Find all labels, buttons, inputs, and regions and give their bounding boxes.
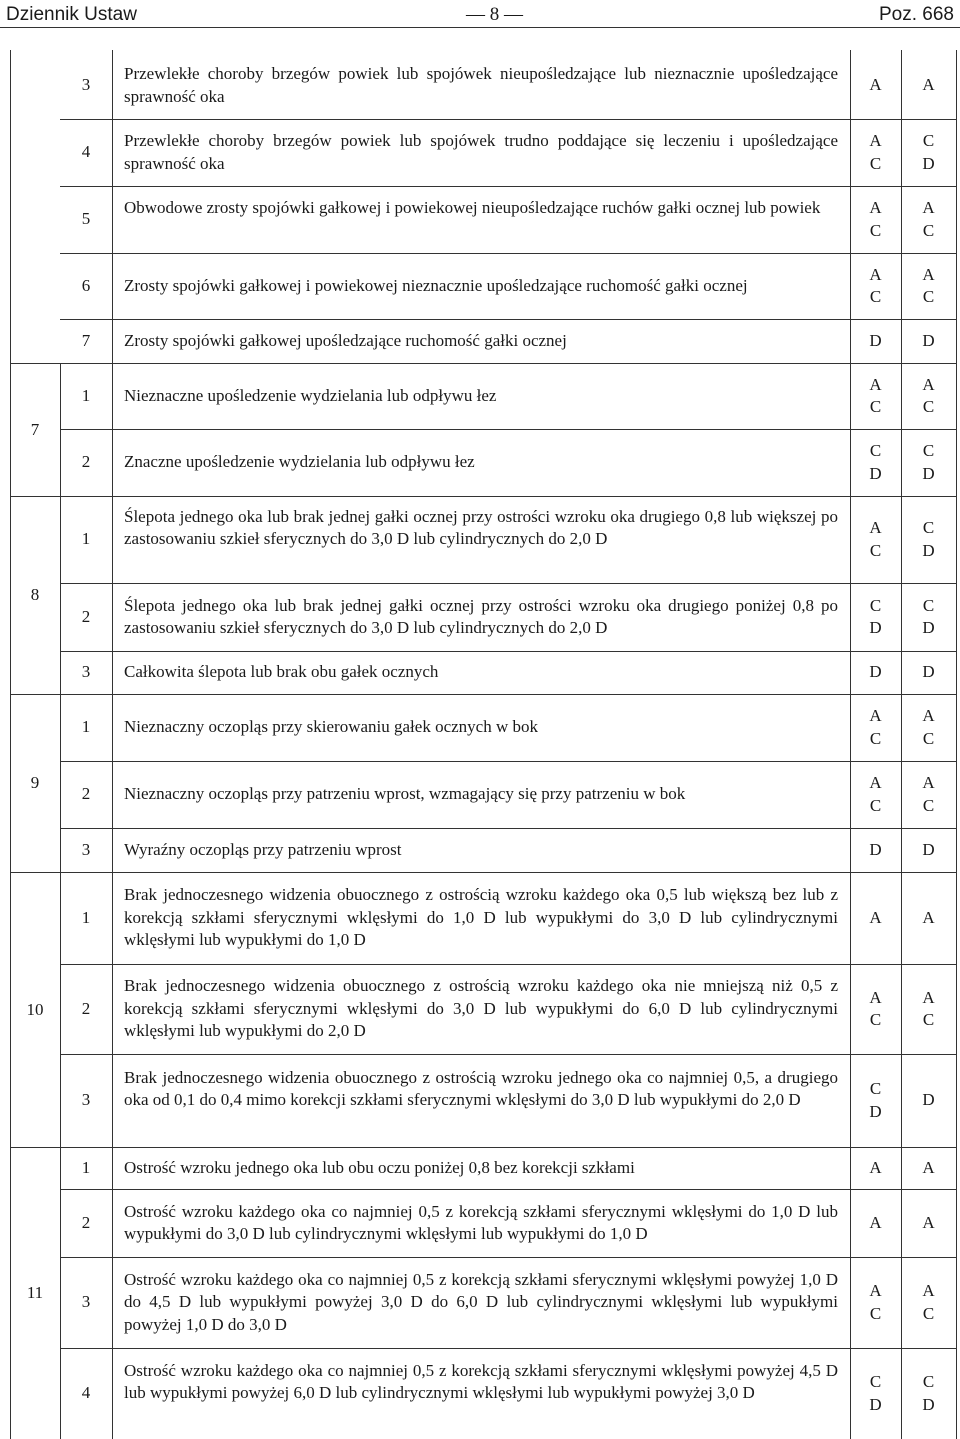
- row-number: 1: [81, 907, 91, 927]
- row-divider: [60, 1054, 956, 1055]
- row-number: 1: [81, 385, 91, 405]
- row-description: Przewlekłe choroby brzegów powiek lub spojówek trudno poddające się leczeniu i upośledzające sprawność oka: [124, 131, 838, 173]
- row-description: Znaczne upośledzenie wydzielania lub odpływu łez: [124, 452, 475, 472]
- category-col1: A C: [869, 773, 882, 815]
- row-divider: [60, 319, 956, 320]
- row-number: 5: [81, 209, 91, 229]
- row-number: 2: [81, 452, 91, 472]
- category-col1: A C: [869, 198, 882, 240]
- row-divider: [60, 583, 956, 584]
- category-col2: C D: [922, 518, 935, 560]
- group-divider: [10, 1147, 956, 1148]
- category-col1: A C: [869, 987, 882, 1029]
- category-col2: A C: [922, 706, 935, 748]
- category-col2: A: [922, 907, 935, 927]
- row-number: 4: [81, 142, 91, 162]
- row-description: Obwodowe zrosty spojówki gałkowej i powiekowej nieupośledzające ruchów gałki ocznej lub powiek: [124, 198, 821, 217]
- category-col2: A C: [922, 264, 935, 306]
- category-column-border: [901, 50, 902, 1439]
- row-description: Brak jednoczesnego widzenia obuocznego z ostrością wzroku każdego oka nie mniejszą niż 0,5 z korekcją szkłami sferycznymi wklęsłymi do 3,0 D lub wypukłymi do 6,0 D lub cylindrycznymi wklęsłymi lub wypukłymi do 2,0 D: [124, 976, 838, 1041]
- row-description: Całkowita ślepota lub brak obu gałek ocznych: [124, 662, 439, 682]
- group-divider: [10, 872, 956, 873]
- row-number: 7: [81, 330, 91, 350]
- category-col2: D: [922, 1090, 935, 1110]
- row-description: Ostrość wzroku każdego oka co najmniej 0,5 z korekcją szkłami sferycznymi wklęsłymi powyżej 4,5 D lub wypukłymi powyżej 6,0 D lub cylindrycznymi wklęsłymi lub wypukłymi powyżej 3,0 D: [124, 1360, 838, 1403]
- row-number: 1: [81, 717, 91, 737]
- journal-title: Dziennik Ustaw: [6, 4, 137, 25]
- row-number: 4: [81, 1383, 91, 1403]
- row-description: Ostrość wzroku jednego oka lub obu oczu poniżej 0,8 bez korekcji szkłami: [124, 1157, 635, 1177]
- row-number: 2: [81, 998, 91, 1018]
- category-col2: C D: [922, 1372, 935, 1414]
- group-divider: [10, 363, 956, 364]
- category-col1: D: [869, 662, 882, 682]
- row-divider: [60, 1257, 956, 1258]
- row-number: 3: [81, 1292, 91, 1312]
- row-divider: [60, 1348, 956, 1349]
- category-col2: A C: [922, 1281, 935, 1323]
- row-description: Brak jednoczesnego widzenia obuocznego z ostrością wzroku jednego oka co najmniej 0,5, a drugiego oka od 0,1 do 0,4 mimo korekcji szkłami sferycznymi wklęsłymi do 3,0 D lub wypukłymi do 2,0 D: [124, 1067, 838, 1110]
- category-col1: C D: [869, 1079, 882, 1121]
- category-col2: C D: [922, 131, 935, 173]
- category-col1: A: [869, 75, 882, 95]
- category-col1: D: [869, 839, 882, 859]
- row-description: Wyraźny oczopląs przy patrzeniu wprost: [124, 839, 402, 859]
- row-divider: [60, 429, 956, 430]
- row-divider: [60, 1189, 956, 1190]
- category-col2: A: [922, 1157, 935, 1177]
- category-col2: A: [922, 75, 935, 95]
- category-col2: A C: [922, 198, 935, 240]
- table-right-border: [956, 50, 957, 1439]
- category-col2: D: [922, 330, 935, 350]
- row-description: Nieznaczny oczopląs przy patrzeniu wprost, wzmagający się przy patrzeniu w bok: [124, 784, 686, 804]
- category-col1: A: [869, 1157, 882, 1177]
- category-col1: D: [869, 330, 882, 350]
- row-description: Ostrość wzroku każdego oka co najmniej 0,5 z korekcją szkłami sferycznymi wklęsłymi powyżej 1,0 D do 4,5 D lub wypukłymi powyżej 3,0 D do 6,0 D lub cylindrycznymi wklęsłymi lub wypukłymi powyżej 1,0 D do 3,0 D: [124, 1269, 838, 1334]
- row-description: Ostrość wzroku każdego oka co najmniej 0,5 z korekcją szkłami sferycznymi wklęsłymi do 1,0 D lub wypukłymi do 3,0 D lub cylindrycznymi wklęsłymi lub wypukłymi do 1,0 D: [124, 1201, 838, 1243]
- row-divider: [60, 964, 956, 965]
- row-number: 2: [81, 606, 91, 626]
- group-number: 9: [30, 773, 40, 792]
- row-description: Przewlekłe choroby brzegów powiek lub spojówek nieupośledzające lub nieznacznie upośledzające sprawność oka: [124, 64, 838, 106]
- group-divider: [10, 694, 956, 695]
- row-divider: [60, 119, 956, 120]
- category-col1: C D: [869, 595, 882, 637]
- page-number: — 8 —: [466, 4, 523, 25]
- group-number: 10: [26, 999, 44, 1019]
- category-col1: C D: [869, 1372, 882, 1414]
- row-number: 6: [81, 275, 91, 295]
- row-number: 3: [81, 839, 91, 859]
- category-col2: A: [922, 1212, 935, 1232]
- row-number: 3: [81, 1090, 91, 1110]
- row-divider: [60, 186, 956, 187]
- row-divider: [60, 253, 956, 254]
- group-column-border: [60, 363, 61, 1439]
- category-col1: A C: [869, 1281, 882, 1323]
- group-divider: [10, 496, 956, 497]
- category-col2: A C: [922, 987, 935, 1029]
- row-description: Ślepota jednego oka lub brak jednej gałki ocznej przy ostrości wzroku oka drugiego 0,8 lub większej po zastosowaniu szkieł sferycznych do 3,0 D lub cylindrycznych do 2,0 D: [124, 506, 838, 549]
- number-column-border: [112, 50, 113, 1439]
- position-number: Poz. 668: [879, 4, 954, 25]
- row-description: Ślepota jednego oka lub brak jednej gałki ocznej przy ostrości wzroku oka drugiego poniżej 0,8 po zastosowaniu szkieł sferycznych do 3,0 D lub cylindrycznych do 2,0 D: [124, 595, 838, 637]
- category-col2: D: [922, 839, 935, 859]
- row-description: Zrosty spojówki gałkowej upośledzające ruchomość gałki ocznej: [124, 330, 567, 350]
- category-col1: C D: [869, 441, 882, 483]
- category-col1: A C: [869, 706, 882, 748]
- description-column-border: [850, 50, 851, 1439]
- category-col1: A C: [869, 518, 882, 560]
- category-col1: A C: [869, 264, 882, 306]
- group-number: 8: [30, 585, 40, 604]
- row-number: 3: [81, 662, 91, 682]
- row-number: 1: [81, 1157, 91, 1177]
- category-col2: C D: [922, 441, 935, 483]
- row-description: Zrosty spojówki gałkowej i powiekowej nieznacznie upośledzające ruchomość gałki ocznej: [124, 275, 748, 295]
- group-number: 7: [30, 419, 40, 439]
- category-col1: A: [869, 907, 882, 927]
- category-col2: A C: [922, 374, 935, 416]
- row-description: Nieznaczny oczopląs przy skierowaniu gałek ocznych w bok: [124, 717, 538, 737]
- row-divider: [60, 761, 956, 762]
- row-description: Nieznaczne upośledzenie wydzielania lub odpływu łez: [124, 385, 497, 405]
- category-col1: A C: [869, 131, 882, 173]
- page-header: [0, 0, 960, 30]
- category-col2: D: [922, 662, 935, 682]
- row-divider: [60, 651, 956, 652]
- row-number: 2: [81, 784, 91, 804]
- row-number: 3: [81, 75, 91, 95]
- row-number: 1: [81, 529, 91, 549]
- category-col2: A C: [922, 773, 935, 815]
- category-col1: A C: [869, 374, 882, 416]
- table-left-border: [10, 50, 11, 1439]
- header-rule: [0, 27, 960, 28]
- category-col1: A: [869, 1212, 882, 1232]
- category-col2: C D: [922, 595, 935, 637]
- row-number: 2: [81, 1212, 91, 1232]
- row-divider: [60, 828, 956, 829]
- row-description: Brak jednoczesnego widzenia obuocznego z ostrością wzroku każdego oka 0,5 lub większą bez lub z korekcją szkłami sferycznymi wklęsłymi do 1,0 D lub wypukłymi do 3,0 D lub cylindrycznymi wklęsłymi lub wypukłymi do 1,0 D: [124, 885, 838, 950]
- group-number: 11: [26, 1283, 44, 1302]
